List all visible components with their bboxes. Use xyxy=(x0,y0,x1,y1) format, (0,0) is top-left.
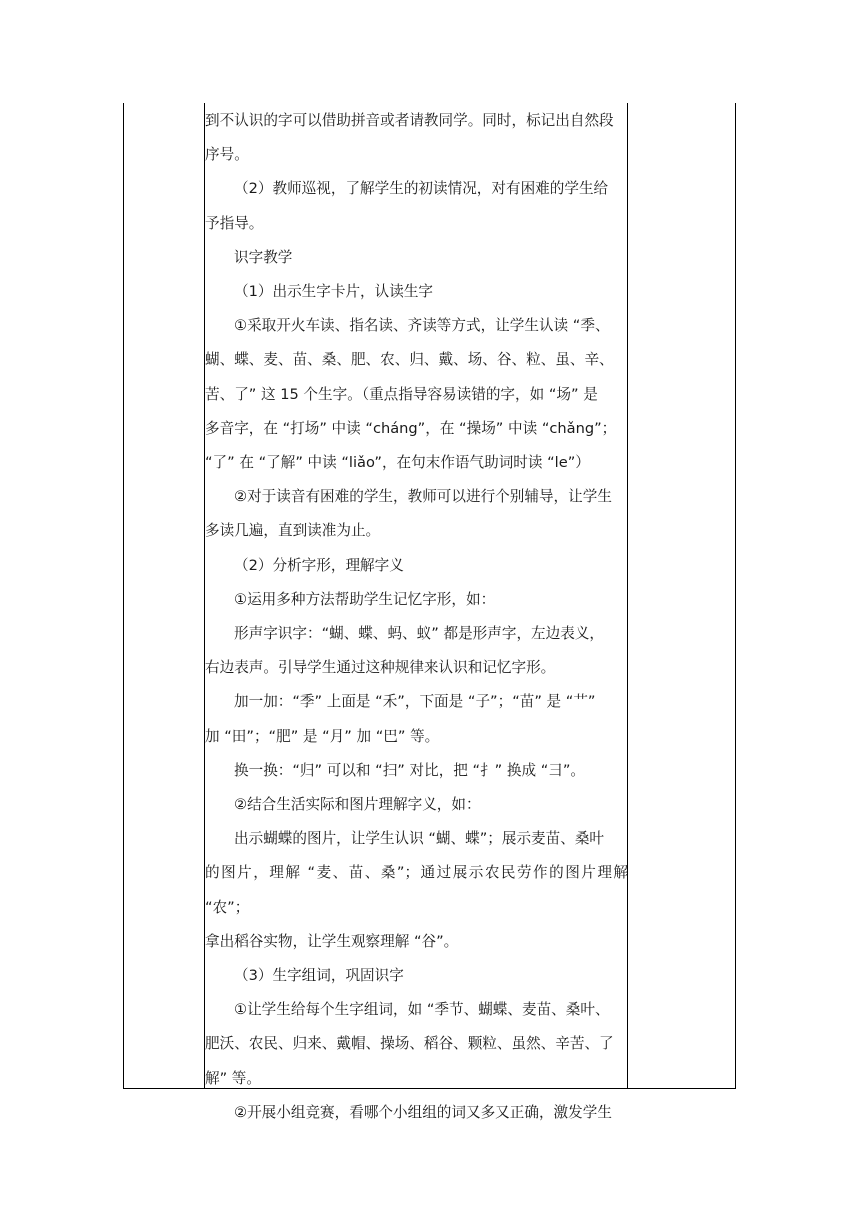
text-line: 多音字，在 “打场” 中读 “cháng”，在 “操场” 中读 “chǎng”； xyxy=(205,419,617,437)
text-line: ②结合生活实际和图片理解字义，如： xyxy=(234,796,481,814)
text-line: ②对于读音有困难的学生，教师可以进行个别辅导，让学生 xyxy=(234,488,612,506)
text-line: 拿出稻谷实物，让学生观察理解 “谷”。 xyxy=(205,932,459,950)
table-border-left xyxy=(123,103,124,1089)
text-line: 的图片，理解 “麦、苗、桑”；通过展示农民劳作的图片理解 “农”； xyxy=(205,864,628,916)
text-line: 到不认识的字可以借助拼音或者请教同学。同时，标记出自然段 xyxy=(205,112,614,129)
lesson-content xyxy=(205,104,628,1130)
text-line: 形声字识字：“蝴、蝶、蚂、蚁” 都是形声字，左边表义， xyxy=(234,625,605,643)
text-line: ②开展小组竞赛，看哪个小组组的词又多又正确，激发学生 xyxy=(234,1103,612,1121)
text-line: 换一换：“归” 可以和 “扫” 对比，把 “扌” 换成 “彐”。 xyxy=(234,761,586,779)
text-line: 右边表声。引导学生通过这种规律来认识和记忆字形。 xyxy=(205,659,556,677)
text-line: （1）出示生字卡片，认读生字 xyxy=(234,283,434,301)
text-line: ①运用多种方法帮助学生记忆字形，如： xyxy=(234,590,496,608)
text-line: （2）教师巡视，了解学生的初读情况，对有困难的学生给 xyxy=(234,180,609,198)
text-line: 出示蝴蝶的图片，让学生认识 “蝴、蝶”；展示麦苗、桑叶 xyxy=(234,830,605,848)
text-line: 加 “田”；“肥” 是 “月” 加 “巴” 等。 xyxy=(205,727,440,745)
text-line: 苦、了” 这 15 个生字。（重点指导容易读错的字，如 “场” 是 xyxy=(205,385,598,403)
text-line: ①采取开火车读、指名读、齐读等方式，让学生认读 “季、 xyxy=(234,317,610,335)
text-line: “了” 在 “了解” 中读 “liǎo”，在句末作语气助词时读 “le”） xyxy=(205,454,590,472)
text-line: 多读几遍，直到读准为止。 xyxy=(205,522,381,540)
text-line: 识字教学 xyxy=(234,248,293,266)
text-line: 加一加：“季” 上面是 “禾”，下面是 “子”；“苗” 是 “艹” xyxy=(234,693,596,711)
text-line: （2）分析字形，理解字义 xyxy=(234,556,404,574)
text-line: （3）生字组词，巩固识字 xyxy=(234,967,404,985)
text-line: 肥沃、农民、归来、戴帽、操场、稻谷、颗粒、虽然、辛苦、了 xyxy=(205,1035,614,1053)
text-line: 蝴、蝶、麦、苗、桑、肥、农、归、戴、场、谷、粒、虽、辛、 xyxy=(205,351,614,369)
table-border-right xyxy=(735,103,736,1089)
text-line: ①让学生给每个生字组词，如 “季节、蝴蝶、麦苗、桑叶、 xyxy=(234,1001,610,1019)
text-line: 予指导。 xyxy=(205,214,264,232)
text-line: 序号。 xyxy=(205,146,249,164)
text-line: 解” 等。 xyxy=(205,1069,261,1087)
